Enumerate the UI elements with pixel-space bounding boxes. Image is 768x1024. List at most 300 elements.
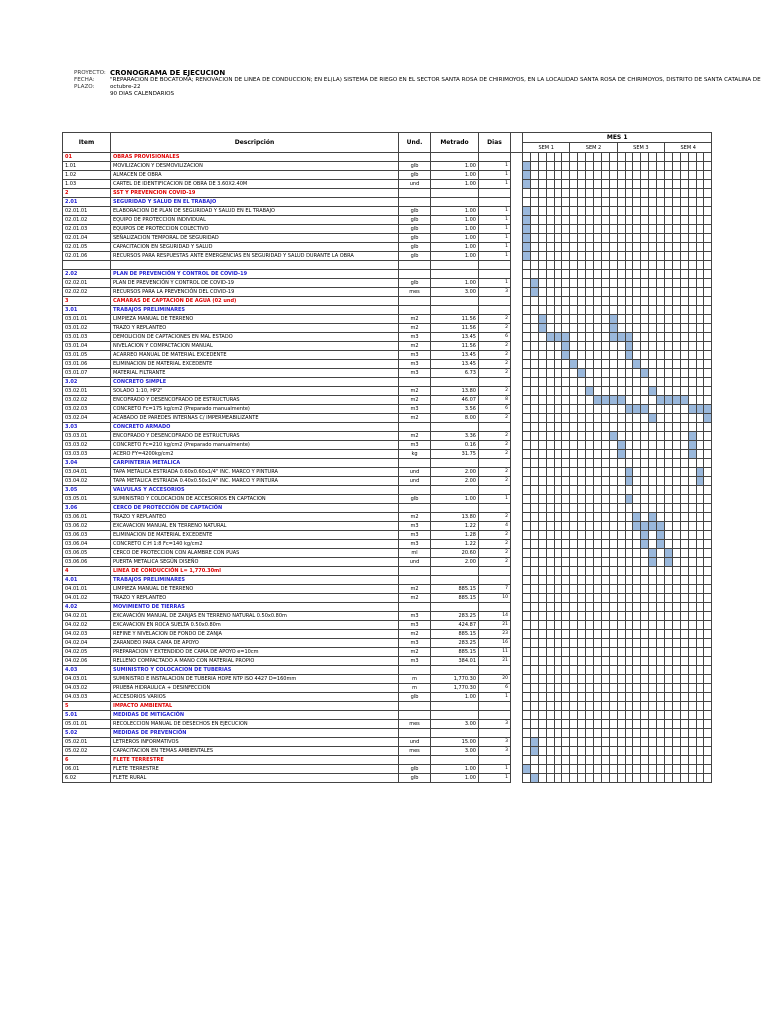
cell-metrado	[431, 153, 479, 162]
gantt-cell	[554, 350, 562, 359]
cell-dias: 2	[479, 431, 511, 440]
cell-dias: 16	[479, 638, 511, 647]
gantt-cell	[530, 449, 538, 458]
gantt-cell	[625, 413, 633, 422]
cell-metrado: 11.56	[431, 323, 479, 332]
gantt-cell	[554, 665, 562, 674]
gantt-cell	[546, 171, 554, 180]
gantt-cell	[523, 701, 531, 710]
gantt-cell	[680, 683, 688, 692]
gantt-cell	[680, 530, 688, 539]
fecha-value: octubre-22	[110, 84, 141, 90]
gantt-cell	[680, 332, 688, 341]
gantt-cell	[530, 674, 538, 683]
gantt-cell	[562, 692, 570, 701]
gantt-cell	[554, 458, 562, 467]
cell-metrado: 1.00	[431, 252, 479, 261]
cell-dias: 11	[479, 647, 511, 656]
gantt-cell	[665, 368, 673, 377]
gantt-bar	[696, 476, 704, 485]
cell-und: m3	[399, 350, 431, 359]
cell-metrado: 13.45	[431, 359, 479, 368]
cell-descripcion: SEGURIDAD Y SALUD EN EL TRABAJO	[111, 198, 399, 207]
cell-descripcion: IMPACTO AMBIENTAL	[111, 701, 399, 710]
gantt-cell	[633, 476, 641, 485]
gantt-cell	[570, 162, 578, 171]
gantt-cell	[696, 225, 704, 234]
cell-item: 04.02.04	[63, 638, 111, 647]
gantt-cell	[625, 566, 633, 575]
gantt-bar	[523, 207, 531, 216]
gantt-cell	[649, 359, 657, 368]
cell-dias: 7	[479, 584, 511, 593]
cell-metrado: 424.87	[431, 620, 479, 629]
gantt-cell	[523, 287, 531, 296]
gantt-cell	[586, 341, 594, 350]
gantt-cell	[554, 638, 562, 647]
cell-item: 05.01.01	[63, 719, 111, 728]
cell-descripcion: CERCO DE PROTECCION CON ALAMBRE CON PUAS	[111, 548, 399, 557]
cell-gap	[511, 386, 523, 395]
gantt-cell	[530, 494, 538, 503]
gantt-cell	[554, 746, 562, 755]
gantt-cell	[530, 710, 538, 719]
gantt-cell	[523, 198, 531, 207]
gantt-cell	[657, 180, 665, 189]
cell-item: 3.01	[63, 305, 111, 314]
cell-descripcion: CONCRETO Fc=175 kg/cm2 (Preparado manualmente)	[111, 404, 399, 413]
gantt-cell	[680, 728, 688, 737]
gantt-cell	[570, 755, 578, 764]
gantt-cell	[665, 377, 673, 386]
gantt-bar	[523, 162, 531, 171]
cell-gap	[511, 566, 523, 575]
gantt-cell	[578, 261, 586, 270]
gantt-cell	[657, 386, 665, 395]
cell-dias	[479, 566, 511, 575]
gantt-cell	[665, 575, 673, 584]
cell-metrado: 13.45	[431, 332, 479, 341]
cell-item: 4	[63, 566, 111, 575]
gantt-cell	[609, 602, 617, 611]
gantt-cell	[633, 440, 641, 449]
gantt-cell	[530, 503, 538, 512]
cell-descripcion: OBRAS PROVISIONALES	[111, 153, 399, 162]
cell-und: m2	[399, 395, 431, 404]
gantt-cell	[570, 548, 578, 557]
gantt-cell	[523, 153, 531, 162]
cell-metrado: 1.00	[431, 225, 479, 234]
gantt-cell	[601, 494, 609, 503]
gantt-cell	[617, 171, 625, 180]
cell-descripcion: ZARANDEO PARA CAMA DE APOYO	[111, 638, 399, 647]
gantt-cell	[594, 728, 602, 737]
cell-descripcion: CAPACITACION EN SEGURIDAD Y SALUD	[111, 243, 399, 252]
gantt-cell	[633, 683, 641, 692]
gantt-cell	[601, 207, 609, 216]
gantt-cell	[688, 710, 696, 719]
gantt-cell	[657, 404, 665, 413]
gantt-cell	[538, 575, 546, 584]
cell-metrado: 2.00	[431, 557, 479, 566]
table-row	[63, 674, 712, 683]
cell-descripcion: EQUIPOS DE PROTECCION COLECTIVO	[111, 225, 399, 234]
gantt-cell	[586, 701, 594, 710]
table-row	[63, 395, 712, 404]
gantt-cell	[586, 512, 594, 521]
gantt-cell	[641, 476, 649, 485]
cell-und	[399, 485, 431, 494]
gantt-cell	[578, 404, 586, 413]
gantt-cell	[609, 305, 617, 314]
gantt-cell	[688, 512, 696, 521]
gantt-cell	[609, 341, 617, 350]
gantt-cell	[672, 746, 680, 755]
gantt-cell	[546, 422, 554, 431]
gantt-cell	[649, 261, 657, 270]
gantt-cell	[586, 683, 594, 692]
cell-und: glb	[399, 494, 431, 503]
gantt-cell	[530, 719, 538, 728]
gantt-cell	[680, 710, 688, 719]
cell-gap	[511, 521, 523, 530]
cell-und: glb	[399, 207, 431, 216]
gantt-cell	[586, 180, 594, 189]
cell-gap	[511, 431, 523, 440]
gantt-cell	[538, 350, 546, 359]
gantt-cell	[538, 521, 546, 530]
gantt-cell	[657, 485, 665, 494]
gantt-cell	[672, 719, 680, 728]
gantt-cell	[672, 153, 680, 162]
gantt-cell	[570, 395, 578, 404]
gantt-cell	[657, 431, 665, 440]
gantt-cell	[665, 350, 673, 359]
gantt-cell	[601, 593, 609, 602]
gantt-cell	[562, 314, 570, 323]
gantt-bar	[609, 431, 617, 440]
gantt-cell	[704, 485, 712, 494]
gantt-cell	[570, 494, 578, 503]
gantt-cell	[578, 764, 586, 773]
gantt-cell	[633, 413, 641, 422]
gantt-cell	[538, 494, 546, 503]
gantt-cell	[696, 710, 704, 719]
cell-metrado	[431, 485, 479, 494]
gantt-cell	[657, 620, 665, 629]
gantt-cell	[594, 494, 602, 503]
gantt-cell	[625, 746, 633, 755]
gantt-cell	[594, 216, 602, 225]
cell-metrado: 1.00	[431, 773, 479, 782]
gantt-cell	[657, 710, 665, 719]
cell-gap	[511, 656, 523, 665]
gantt-cell	[578, 413, 586, 422]
gantt-cell	[594, 557, 602, 566]
gantt-cell	[570, 584, 578, 593]
gantt-cell	[570, 261, 578, 270]
gantt-cell	[538, 198, 546, 207]
gantt-cell	[696, 458, 704, 467]
gantt-cell	[562, 368, 570, 377]
gantt-cell	[570, 278, 578, 287]
gantt-bar	[523, 252, 531, 261]
gantt-cell	[680, 593, 688, 602]
gantt-cell	[641, 503, 649, 512]
gantt-cell	[594, 278, 602, 287]
gantt-cell	[601, 548, 609, 557]
cell-item: 03.03.01	[63, 431, 111, 440]
gantt-cell	[554, 180, 562, 189]
gantt-cell	[672, 485, 680, 494]
gantt-cell	[649, 225, 657, 234]
cell-metrado: 885.15	[431, 584, 479, 593]
gantt-cell	[554, 261, 562, 270]
gantt-cell	[688, 278, 696, 287]
cell-metrado: 283.25	[431, 638, 479, 647]
cell-gap	[511, 710, 523, 719]
gantt-cell	[641, 485, 649, 494]
gantt-cell	[570, 485, 578, 494]
gantt-cell	[601, 755, 609, 764]
gantt-cell	[538, 269, 546, 278]
gantt-cell	[578, 377, 586, 386]
gantt-cell	[554, 162, 562, 171]
gantt-cell	[530, 512, 538, 521]
cell-item: 02.02.01	[63, 278, 111, 287]
gantt-cell	[641, 323, 649, 332]
cell-gap	[511, 575, 523, 584]
gantt-cell	[680, 620, 688, 629]
cell-gap	[511, 287, 523, 296]
cell-item: 03.01.02	[63, 323, 111, 332]
gantt-cell	[672, 575, 680, 584]
gantt-cell	[625, 189, 633, 198]
gantt-cell	[649, 332, 657, 341]
cell-gap	[511, 422, 523, 431]
gantt-cell	[586, 413, 594, 422]
gantt-cell	[523, 350, 531, 359]
gantt-cell	[641, 198, 649, 207]
gantt-cell	[649, 692, 657, 701]
gantt-cell	[562, 683, 570, 692]
cell-und: glb	[399, 252, 431, 261]
gantt-cell	[562, 225, 570, 234]
gantt-cell	[649, 719, 657, 728]
gantt-bar	[696, 404, 704, 413]
cell-und	[399, 296, 431, 305]
gantt-cell	[594, 539, 602, 548]
gantt-cell	[625, 449, 633, 458]
gantt-bar	[530, 287, 538, 296]
cell-metrado	[431, 458, 479, 467]
gantt-cell	[657, 566, 665, 575]
gantt-cell	[704, 269, 712, 278]
gantt-cell	[570, 269, 578, 278]
cell-item: 05.02.01	[63, 737, 111, 746]
gantt-cell	[530, 296, 538, 305]
cell-gap	[511, 252, 523, 261]
gantt-cell	[523, 261, 531, 270]
gantt-cell	[688, 566, 696, 575]
gantt-cell	[641, 674, 649, 683]
gantt-cell	[672, 225, 680, 234]
gantt-cell	[688, 521, 696, 530]
gantt-cell	[641, 584, 649, 593]
cell-metrado: 885.15	[431, 593, 479, 602]
gantt-cell	[665, 521, 673, 530]
cell-dias: 1	[479, 764, 511, 773]
gantt-cell	[665, 755, 673, 764]
cell-item: 03.01.01	[63, 314, 111, 323]
cell-dias: 1	[479, 278, 511, 287]
table-row	[63, 269, 712, 278]
gantt-cell	[562, 305, 570, 314]
gantt-cell	[696, 368, 704, 377]
cell-gap	[511, 494, 523, 503]
gantt-cell	[649, 584, 657, 593]
cell-descripcion: MATERIAL FILTRANTE	[111, 368, 399, 377]
gantt-cell	[680, 629, 688, 638]
cell-und	[399, 305, 431, 314]
gantt-cell	[680, 503, 688, 512]
gantt-cell	[546, 629, 554, 638]
gantt-cell	[601, 719, 609, 728]
gantt-cell	[641, 710, 649, 719]
gantt-cell	[649, 656, 657, 665]
cell-descripcion: ACABADO DE PAREDES INTERNAS C/ IMPERMEABILIZANTE	[111, 413, 399, 422]
gantt-cell	[649, 305, 657, 314]
gantt-cell	[523, 548, 531, 557]
gantt-cell	[672, 494, 680, 503]
gantt-bar	[546, 332, 554, 341]
cell-item: 03.01.04	[63, 341, 111, 350]
gantt-cell	[665, 512, 673, 521]
gantt-cell	[578, 153, 586, 162]
gantt-cell	[680, 431, 688, 440]
cell-metrado: 11.56	[431, 341, 479, 350]
gantt-cell	[696, 216, 704, 225]
cell-und: m2	[399, 647, 431, 656]
gantt-cell	[554, 395, 562, 404]
gantt-cell	[665, 171, 673, 180]
gantt-cell	[554, 764, 562, 773]
gantt-cell	[633, 449, 641, 458]
gantt-cell	[625, 683, 633, 692]
gantt-cell	[601, 225, 609, 234]
cell-und: glb	[399, 234, 431, 243]
cell-metrado: 1.00	[431, 216, 479, 225]
gantt-cell	[641, 458, 649, 467]
gantt-cell	[657, 719, 665, 728]
gantt-cell	[665, 584, 673, 593]
gantt-cell	[617, 575, 625, 584]
gantt-cell	[586, 377, 594, 386]
gantt-cell	[586, 422, 594, 431]
gantt-cell	[633, 243, 641, 252]
cell-descripcion: CARPINTERIA METALICA	[111, 458, 399, 467]
cell-und	[399, 566, 431, 575]
cell-descripcion: TRAZO Y REPLANTEO	[111, 593, 399, 602]
gantt-cell	[680, 368, 688, 377]
cell-descripcion: ACCESORIOS VARIOS	[111, 692, 399, 701]
cell-descripcion: TRABAJOS PRELIMINARES	[111, 575, 399, 584]
gantt-cell	[601, 216, 609, 225]
table-row	[63, 404, 712, 413]
gantt-cell	[546, 395, 554, 404]
gantt-bar	[649, 557, 657, 566]
gantt-cell	[601, 350, 609, 359]
gantt-cell	[586, 296, 594, 305]
gantt-cell	[696, 171, 704, 180]
gantt-cell	[562, 539, 570, 548]
gantt-cell	[649, 683, 657, 692]
gantt-cell	[657, 512, 665, 521]
cell-dias	[479, 377, 511, 386]
gantt-cell	[554, 359, 562, 368]
gantt-cell	[665, 234, 673, 243]
gantt-cell	[586, 674, 594, 683]
gantt-cell	[523, 449, 531, 458]
cell-metrado	[431, 575, 479, 584]
gantt-cell	[641, 350, 649, 359]
gantt-cell	[649, 539, 657, 548]
cell-und	[399, 602, 431, 611]
gantt-bar	[617, 395, 625, 404]
gantt-cell	[586, 153, 594, 162]
gantt-cell	[657, 674, 665, 683]
gantt-cell	[688, 647, 696, 656]
gantt-cell	[562, 404, 570, 413]
gantt-cell	[538, 746, 546, 755]
cell-und: glb	[399, 225, 431, 234]
gantt-cell	[665, 701, 673, 710]
table-row	[63, 755, 712, 764]
cell-metrado: 3.00	[431, 287, 479, 296]
gantt-cell	[641, 575, 649, 584]
gantt-cell	[570, 629, 578, 638]
gantt-cell	[523, 458, 531, 467]
gantt-cell	[601, 773, 609, 782]
gantt-cell	[562, 566, 570, 575]
gantt-cell	[601, 180, 609, 189]
gantt-cell	[688, 261, 696, 270]
cell-gap	[511, 234, 523, 243]
gantt-bar	[530, 278, 538, 287]
gantt-cell	[586, 728, 594, 737]
gantt-cell	[665, 296, 673, 305]
gantt-cell	[578, 521, 586, 530]
gantt-bar	[672, 395, 680, 404]
gantt-cell	[649, 252, 657, 261]
gantt-cell	[649, 350, 657, 359]
gantt-cell	[578, 216, 586, 225]
gantt-cell	[546, 521, 554, 530]
gantt-cell	[594, 755, 602, 764]
table-row	[63, 350, 712, 359]
gantt-cell	[586, 225, 594, 234]
gantt-cell	[523, 305, 531, 314]
gantt-cell	[523, 566, 531, 575]
gantt-bar	[523, 216, 531, 225]
gantt-cell	[641, 153, 649, 162]
gantt-cell	[641, 449, 649, 458]
gantt-cell	[633, 557, 641, 566]
gantt-cell	[617, 593, 625, 602]
gantt-bar	[633, 521, 641, 530]
cell-dias: 21	[479, 620, 511, 629]
gantt-cell	[617, 234, 625, 243]
